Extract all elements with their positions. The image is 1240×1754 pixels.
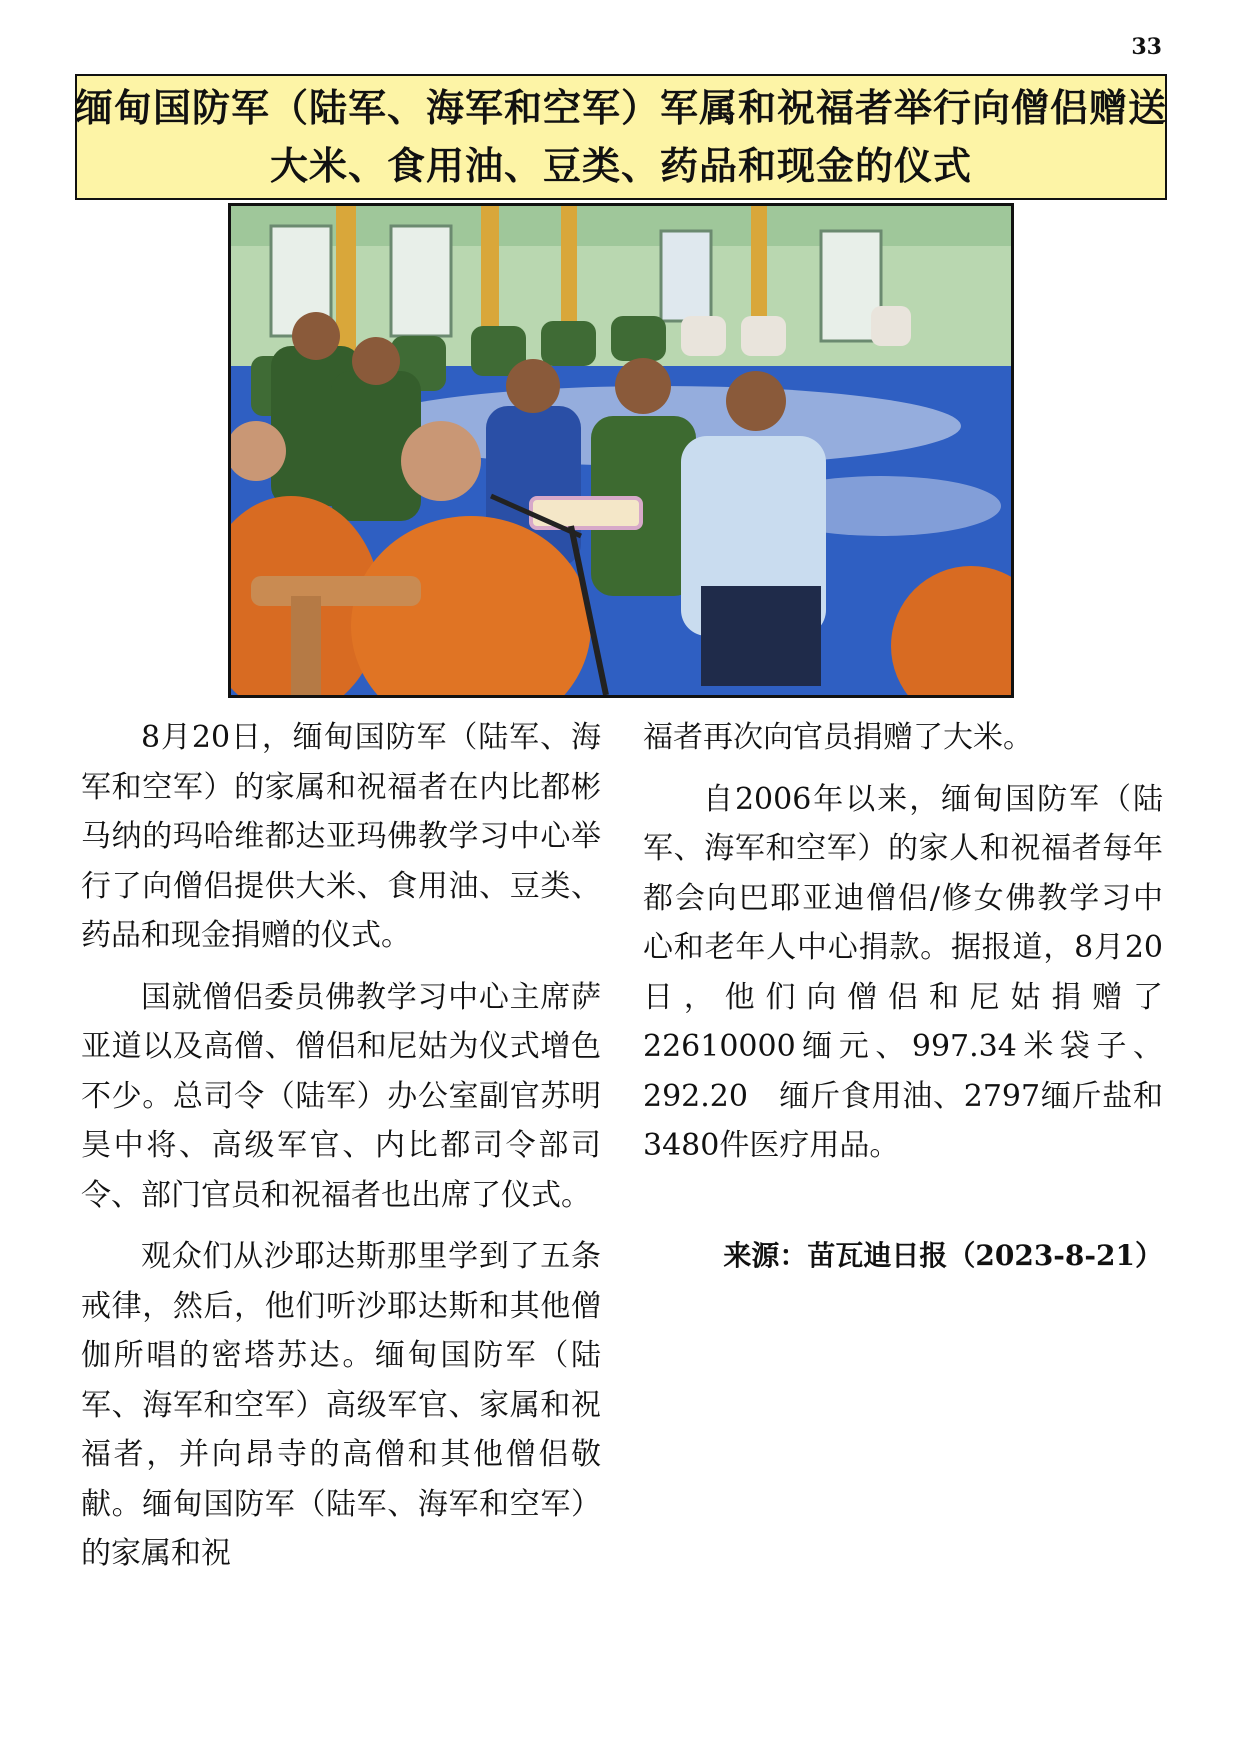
headline-box [75, 74, 1167, 200]
article-column-right [643, 713, 1163, 1183]
article-column-left [81, 713, 601, 1591]
headline-line-1: 缅甸国防军（陆军、海军和空军）军属和祝福者举行向僧侣赠送 [75, 85, 1168, 130]
article-paragraph: 8月20日，缅甸国防军（陆军、海军和空军）的家属和祝福者在内比都彬马纳的玛哈维都达亚玛佛教学习中心举行了向僧侣提供大米、食用油、豆类、药品和现金捐赠的仪式。 [81, 720, 601, 953]
page-number: 33 [1131, 34, 1162, 60]
article-paragraph-continued: 福者再次向官员捐赠了大米。 [643, 720, 1033, 755]
article-paragraph: 观众们从沙耶达斯那里学到了五条戒律，然后，他们听沙耶达斯和其他僧伽所唱的密塔苏达。缅甸国防军（陆军、海军和空军）高级军官、家属和祝福者，并向昂寺的高僧和其他僧侣敬献。缅甸国防军（陆军、海军和空军）的家属和祝 [81, 1239, 601, 1571]
source-citation: 来源：苗瓦迪日报（2023-8-21） [723, 1239, 1163, 1272]
article-paragraph: 国就僧侣委员佛教学习中心主席萨亚道以及高僧、僧侣和尼姑为仪式增色不少。总司令（陆军）办公室副官苏明昊中将、高级军官、内比都司令部司令、部门官员和祝福者也出席了仪式。 [81, 979, 601, 1213]
headline-line-2: 大米、食用油、豆类、药品和现金的仪式 [269, 143, 972, 188]
article-paragraph: 自2006年以来，缅甸国防军（陆军、海军和空军）的家人和祝福者每年都会向巴耶亚迪僧侣/修女佛教学习中心和老年人中心捐款。据报道，8月20日，他们向僧侣和尼姑捐赠了22610000缅元、997.34米袋子、292.20 缅斤食用油、2797缅斤盐和3480件医疗用品。 [643, 781, 1163, 1163]
ceremony-photo [228, 203, 1014, 698]
